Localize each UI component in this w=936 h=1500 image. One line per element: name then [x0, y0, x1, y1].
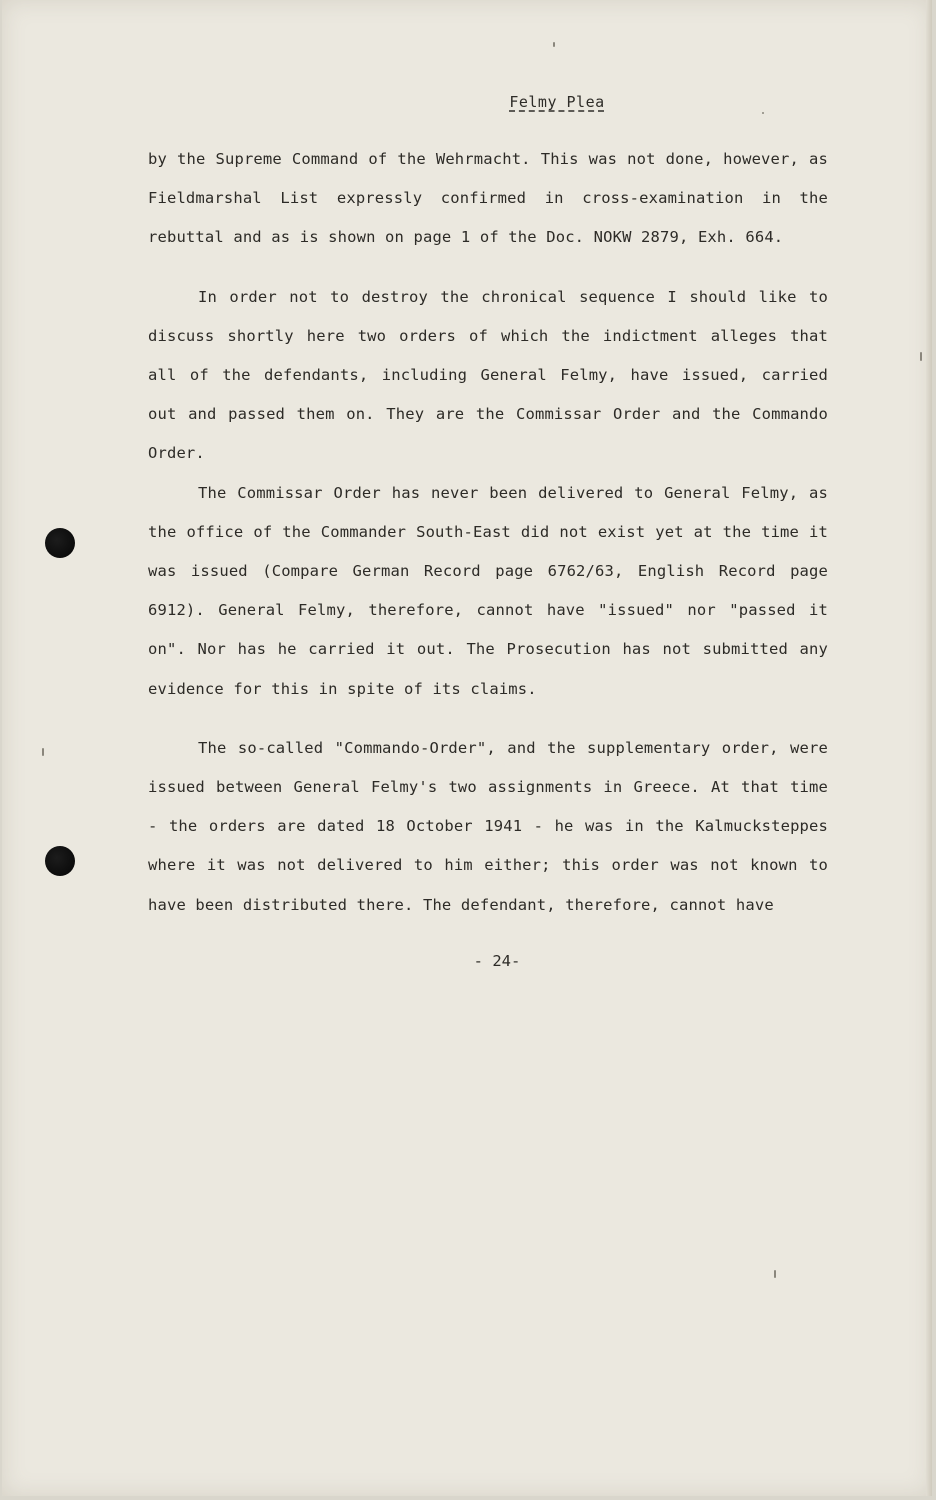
paper-speck: [553, 42, 555, 47]
page-edge: [926, 0, 932, 1496]
document-page: [2, 0, 932, 1496]
paragraph-3: The Commissar Order has never been delivered to General Felmy, as the office of the Commander South-East did not exist yet at the time it was issued (Compare German Record page 6762/63, English Record page 6912). General Felmy, therefore, cannot have "issued" nor "passed it on". Nor has he carried it out. The Prosecution has not submitted any evidence for this in spite of its claims.: [148, 483, 828, 698]
document-header: [2, 93, 932, 111]
paragraph-1: by the Supreme Command of the Wehrmacht. This was not done, however, as Fieldmarshal List expressly confirmed in cross-examination in the rebuttal and as is shown on page 1 of the Doc. NOKW 2879, Exh. 664.: [148, 150, 828, 247]
paragraph-gap: [148, 709, 828, 729]
document-body: [148, 140, 828, 925]
page-number: - 24-: [473, 952, 521, 970]
paragraph-4: The so-called "Commando-Order", and the supplementary order, were issued between General Felmy's two assignments in Greece. At that time - the orders are dated 18 October 1941 - he was in the Kalmucksteppes where it was not delivered to him either; this order was not known to have been distributed there. The defendant, therefore, cannot have: [148, 738, 828, 914]
paper-speck: [762, 112, 764, 114]
paper-speck: [42, 748, 44, 756]
punch-hole: [45, 846, 75, 876]
paper-speck: [920, 352, 922, 361]
header-title: Felmy Plea: [509, 93, 605, 111]
punch-hole: [45, 528, 75, 558]
paragraph-gap: [148, 258, 828, 278]
paragraph-2: In order not to destroy the chronical sequence I should like to discuss shortly here two orders of which the indictment alleges that all of the defendants, including General Felmy, have issued, carried out and passed them on. They are the Commissar Order and the Commando Order.: [148, 287, 828, 463]
paper-speck: [774, 1270, 776, 1278]
